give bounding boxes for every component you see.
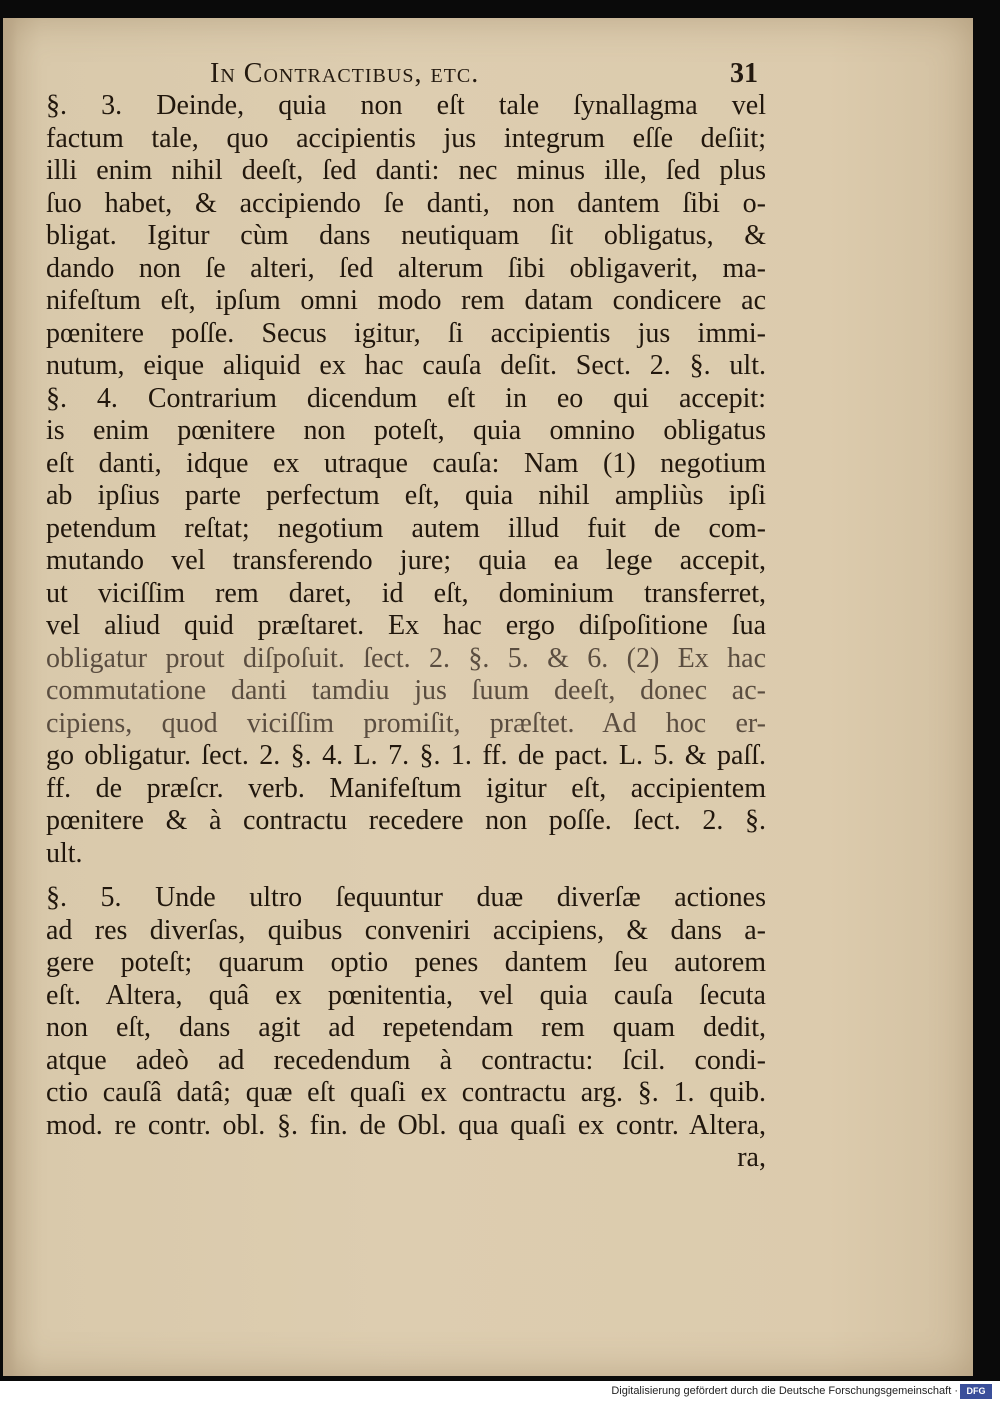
text-line: commutatione danti tamdiu jus ſuum deeſt, donec ac-: [46, 675, 766, 706]
text-line: §. 3. Deinde, quia non eſt tale ſynallagma vel: [46, 90, 766, 121]
text-line: ut viciſſim rem daret, id eſt, dominium transferret,: [46, 577, 766, 609]
text-line: nutum, eique aliquid ex hac cauſa deſit. Sect. 2. §. ult.: [46, 350, 766, 381]
text-line: vel aliud quid præſtaret. Ex hac ergo diſpoſitione ſua: [46, 610, 766, 641]
text-line: nifeſtum eſt, ipſum omni modo rem datam condicere ac: [46, 285, 766, 316]
text-line: bligat. Igitur cùm dans neutiquam ſit obligatus, &: [46, 220, 766, 251]
text-line: eſt danti, idque ex utraque cauſa: Nam (1) negotium: [46, 447, 766, 479]
text-line: §. 5. Unde ultro ſequuntur duæ diverſæ actiones: [46, 882, 766, 913]
dfg-logo[interactable]: DFG: [960, 1384, 992, 1399]
text-line: ff. de præſcr. verb. Manifeſtum igitur eſt, accipientem: [46, 772, 766, 804]
text-line: illi enim nihil deeſt, ſed danti: nec minus ille, ſed plus: [46, 155, 766, 186]
text-line: atque adeò ad recedendum à contractu: ſcil. condi-: [46, 1044, 766, 1076]
running-head: In Contractibus, etc.: [210, 58, 480, 89]
text-line: eſt. Altera, quâ ex pœnitentia, vel quia cauſa ſecuta: [46, 979, 766, 1011]
page-number: 31: [730, 58, 758, 89]
text-line: petendum reſtat; negotium autem illud fuit de com-: [46, 512, 766, 544]
text-line: mod. re contr. obl. §. fin. de Obl. qua quaſi ex contr. Altera,: [46, 1109, 766, 1141]
digitization-footer: [0, 1381, 1000, 1402]
text-line: §. 4. Contrarium dicendum eſt in eo qui accepit:: [46, 382, 766, 414]
text-line: ſuo habet, & accipiendo ſe danti, non dantem ſibi o-: [46, 187, 766, 219]
page-gutter-shadow: [3, 18, 17, 1376]
text-line: go obligatur. ſect. 2. §. 4. L. 7. §. 1. ff. de pact. L. 5. & paſſ.: [46, 740, 766, 771]
text-line: factum tale, quo accipientis jus integrum eſſe deſiit;: [46, 122, 766, 154]
text-line: ctio cauſâ datâ; quæ eſt quaſi ex contractu arg. §. 1. quib.: [46, 1077, 766, 1108]
text-line: non eſt, dans agit ad repetendam rem quam dedit,: [46, 1012, 766, 1043]
text-line: ad res diverſas, quibus conveniri accipiens, & dans a-: [46, 914, 766, 946]
text-line: gere poteſt; quarum optio penes dantem ſeu autorem: [46, 947, 766, 978]
text-line: ab ipſius parte perfectum eſt, quia nihil ampliùs ipſi: [46, 480, 766, 511]
body-text: [46, 90, 766, 1175]
text-line: obligatur prout diſpoſuit. ſect. 2. §. 5. & 6. (2) Ex hac: [46, 642, 766, 674]
funding-credit: Digitalisierung gefördert durch die Deutsche Forschungsgemeinschaft ·: [611, 1385, 958, 1397]
text-line: cipiens, quod viciſſim promiſit, præſtet. Ad hoc er-: [46, 707, 766, 739]
text-line: pœnitere poſſe. Secus igitur, ſi accipientis jus immi-: [46, 317, 766, 349]
text-line: dando non ſe alteri, ſed alterum ſibi obligaverit, ma-: [46, 252, 766, 284]
text-line: pœnitere & à contractu recedere non poſſe. ſect. 2. §.: [46, 805, 766, 836]
text-line: mutando vel transferendo jure; quia ea lege accepit,: [46, 545, 766, 576]
text-line: ult.: [46, 837, 83, 869]
catchword: ra,: [737, 1142, 766, 1173]
text-line: is enim pœnitere non poteſt, quia omnino obligatus: [46, 415, 766, 446]
